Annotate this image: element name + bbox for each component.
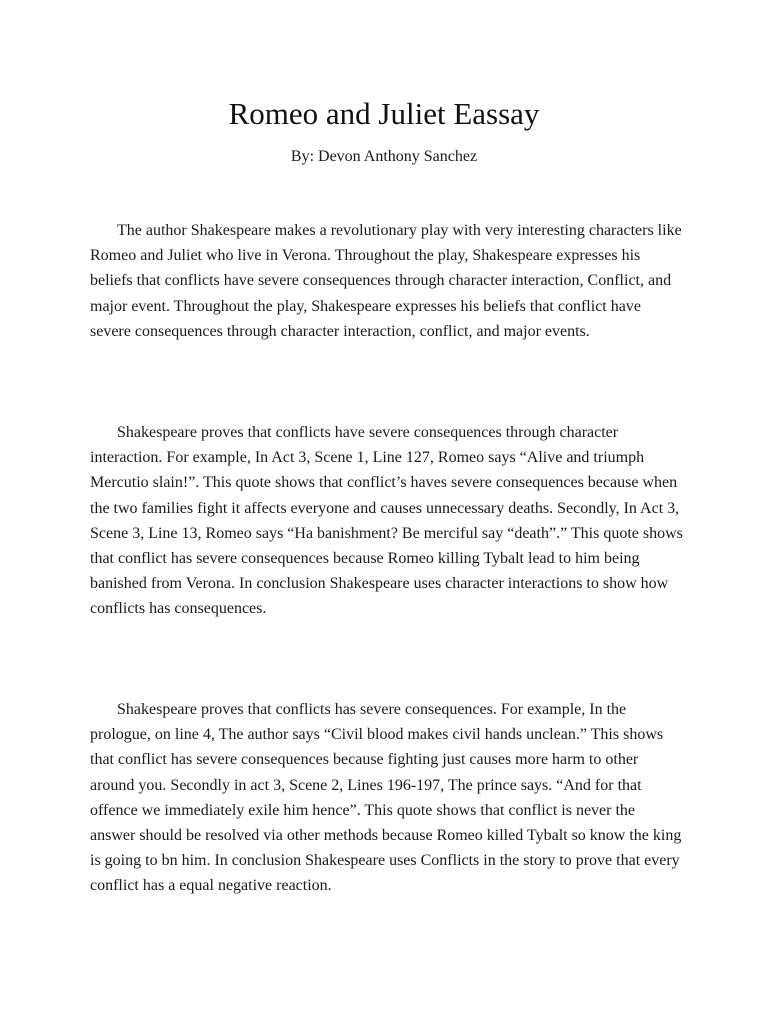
paragraph-conflict: Shakespeare proves that conflicts has severe consequences. For example, In the prologue, on line 4, The author says “Civil blood makes civil hands unclean.” This shows that conflict has severe consequences because fighting just causes more harm to other around you. Secondly in act 3, Scene 2, Lines 196-197, The prince says. “And for that offence we immediately exile him hence”. This quote shows that conflict is never the answer should be resolved via other methods because Romeo killed Tybalt so know the king is going to bn him. In conclusion Shakespeare uses Conflicts in the story to prove that every conflict has a equal negative reaction. — [90, 701, 682, 895]
paragraph-character-interaction: Shakespeare proves that conflicts have severe consequences through character interaction. For example, In Act 3, Scene 1, Line 127, Romeo says “Alive and triumph Mercutio slain!”. This quote shows that conflict’s haves severe consequences because when the two families fight it affects everyone and causes unnecessary deaths. Secondly, In Act 3, Scene 3, Line 13, Romeo says “Ha banishment? Be merciful say “death”.” This quote shows that conflict has severe consequences because Romeo killing Tybalt lead to him being banished from Verona. In conclusion Shakespeare uses character interactions to show how conflicts has consequences. — [90, 424, 683, 618]
author-byline: By: Devon Anthony Sanchez — [290, 148, 478, 165]
essay-title: Romeo and Juliet Eassay — [228, 96, 540, 131]
paragraph-introduction: The author Shakespeare makes a revolutionary play with very interesting characters like Romeo and Juliet who live in Verona. Throughout the play, Shakespeare expresses his beliefs that conflicts have severe consequences through character interaction, Conflict, and major event. Throughout the play, Shakespeare expresses his beliefs that conflict have severe consequences through character interaction, conflict, and major events. — [90, 222, 682, 340]
